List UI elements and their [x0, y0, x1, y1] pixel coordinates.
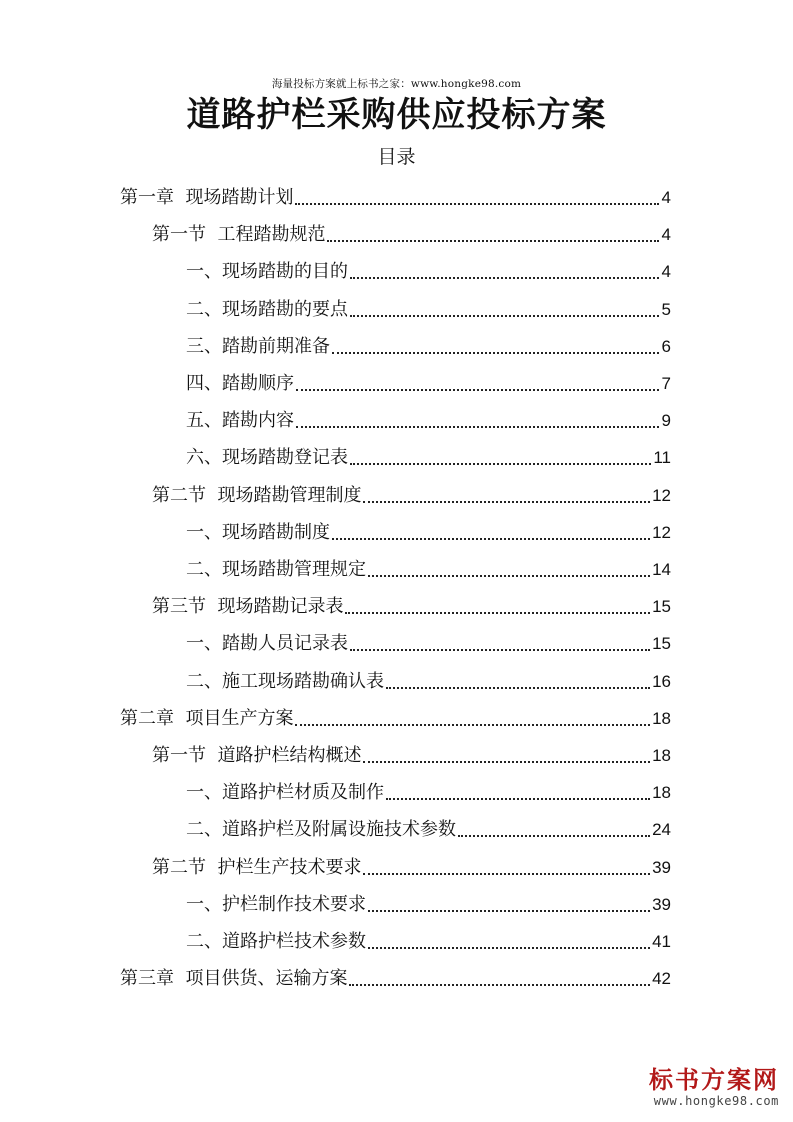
toc-entry-page: 11: [653, 448, 671, 468]
toc-entry-label: 二、施工现场踏勘确认表: [186, 670, 384, 692]
toc-leader-dots: [368, 575, 650, 577]
toc-entry[interactable]: [186, 552, 671, 582]
toc-entry-page: 24: [652, 820, 671, 840]
toc-entry-label: 五、踏勘内容: [186, 410, 294, 432]
toc-entry[interactable]: [186, 924, 671, 954]
toc-entry[interactable]: [152, 217, 671, 247]
toc-leader-dots: [458, 835, 650, 837]
toc-leader-dots: [363, 501, 650, 503]
toc-entry-label: 四、踏勘顺序: [186, 373, 294, 394]
toc-entry[interactable]: [186, 812, 671, 842]
toc-entry[interactable]: [186, 626, 671, 656]
toc-entry[interactable]: [152, 478, 671, 508]
toc-entry[interactable]: [186, 366, 671, 396]
toc-entry[interactable]: [186, 329, 671, 359]
toc-leader-dots: [295, 203, 659, 205]
toc-entry-label: 第二节 护栏生产技术要求: [152, 856, 362, 878]
toc-entry-page: 42: [652, 969, 671, 989]
toc-entry-page: 39: [652, 894, 671, 914]
toc-entry-page: 18: [652, 708, 671, 728]
toc-entry-label: 第三章 项目供货、运输方案: [120, 968, 348, 990]
brand-name: 标书方案网: [649, 1066, 779, 1094]
header-note: 海量投标方案就上标书之家：www.hongke98.com: [271, 78, 522, 90]
toc-entry-label: 一、道路护栏材质及制作: [186, 782, 384, 804]
toc-entry-label: 一、护栏制作技术要求: [186, 893, 366, 915]
toc-entry-page: 9: [661, 411, 671, 431]
toc-entry-page: 41: [652, 932, 671, 951]
toc-entry-page: 7: [661, 374, 671, 393]
toc-entry-label: 第一节 工程踏勘规范: [152, 224, 326, 246]
toc-entry[interactable]: [120, 701, 671, 731]
toc-leader-dots: [332, 352, 659, 354]
toc-entry-page: 6: [661, 336, 671, 356]
toc-leader-dots: [296, 389, 659, 391]
toc-entry[interactable]: [152, 589, 671, 619]
toc-leader-dots: [350, 315, 659, 317]
toc-entry-label: 一、现场踏勘制度: [186, 521, 330, 543]
toc-entry-label: 二、道路护栏技术参数: [186, 931, 366, 952]
toc-entry-label: 第二节 现场踏勘管理制度: [152, 484, 362, 506]
toc-leader-dots: [350, 463, 651, 465]
toc-entry[interactable]: [120, 180, 671, 210]
toc-entry[interactable]: [186, 403, 671, 433]
toc-entry-label: 一、现场踏勘的目的: [186, 261, 348, 283]
toc-leader-dots: [363, 873, 650, 875]
toc-entry[interactable]: [186, 440, 671, 470]
toc-entry-page: 16: [652, 671, 671, 691]
toc-entry-page: 15: [652, 634, 671, 654]
toc-entry-label: 第一节 道路护栏结构概述: [152, 745, 362, 766]
toc-leader-dots: [349, 984, 650, 986]
brand-watermark: [649, 1066, 779, 1108]
toc-leader-dots: [368, 947, 650, 949]
toc-entry[interactable]: [152, 738, 671, 768]
toc-entry[interactable]: [120, 961, 671, 991]
toc-entry-page: 12: [652, 522, 671, 542]
toc-leader-dots: [295, 724, 650, 726]
toc-entry-label: 二、现场踏勘的要点: [186, 298, 348, 320]
toc-leader-dots: [363, 761, 650, 763]
toc-entry[interactable]: [186, 292, 671, 322]
toc-entry-page: 14: [652, 560, 671, 579]
toc-entry-page: 18: [652, 783, 671, 803]
toc-entry-label: 第一章 现场踏勘计划: [120, 187, 294, 208]
toc-entry-page: 4: [661, 188, 671, 207]
toc-entry-label: 二、现场踏勘管理规定: [186, 559, 366, 580]
toc-leader-dots: [386, 798, 650, 800]
toc-entry[interactable]: [186, 887, 671, 917]
toc-entry[interactable]: [186, 254, 671, 284]
document-title: 道路护栏采购供应投标方案: [186, 95, 607, 135]
toc-entry[interactable]: [152, 850, 671, 880]
toc-leader-dots: [368, 910, 650, 912]
toc-entry-page: 39: [652, 857, 671, 877]
toc-entry-page: 18: [652, 746, 671, 765]
toc-entry-page: 15: [652, 597, 671, 617]
toc-leader-dots: [386, 687, 650, 689]
toc-entry-page: 12: [652, 485, 671, 505]
toc-entry-page: 5: [661, 299, 671, 319]
toc-entry-page: 4: [661, 262, 671, 282]
toc-leader-dots: [332, 538, 650, 540]
toc-entry-label: 六、现场踏勘登记表: [186, 447, 348, 469]
toc-entry[interactable]: [186, 664, 671, 694]
toc-entry-label: 第二章 项目生产方案: [120, 707, 294, 729]
toc-entry-label: 三、踏勘前期准备: [186, 335, 330, 357]
toc-leader-dots: [327, 240, 659, 242]
toc-entry-label: 第三节 现场踏勘记录表: [152, 596, 344, 618]
toc-entry-label: 一、踏勘人员记录表: [186, 633, 348, 655]
toc-entry[interactable]: [186, 515, 671, 545]
toc-entry-page: 4: [661, 225, 671, 245]
toc-leader-dots: [350, 277, 659, 279]
toc-heading: 目录: [377, 146, 416, 168]
toc-entry-label: 二、道路护栏及附属设施技术参数: [186, 819, 456, 841]
toc-entry[interactable]: [186, 775, 671, 805]
toc-leader-dots: [345, 612, 650, 614]
brand-url: www.hongke98.com: [653, 1094, 779, 1108]
toc-leader-dots: [296, 426, 659, 428]
toc-leader-dots: [350, 649, 650, 651]
